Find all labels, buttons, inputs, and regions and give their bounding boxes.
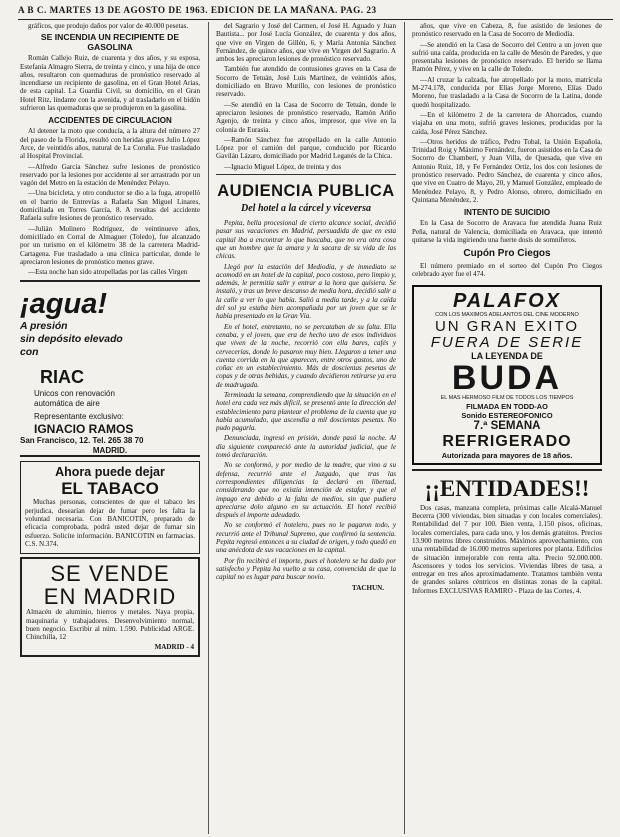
headline-cupon: Cupón Pro Ciegos (463, 248, 551, 260)
article-text: Por fin recibirá el importe, pues el hotelero se ha dado por satisfecho y Pepita ha vuelto a su casa, convencida de que la capital no es lugar para buscar novio. (216, 556, 396, 582)
article-text: Román Callejo Ruiz, de cuarenta y dos años, y su esposa, Estefanía Almagro Sierra, de treinta y cinco, y una hija de once años, resultaron con quemaduras de pronóstico reservado al incendiarse un recipiente de gasolina, en el Gran Hotel Arias, de esta capital. La Guardia Civil, su domicilio, en el Gran Hotel Ritz, lindante con la avenida, y al trasladarlo en el bidón sufrieron las quemaduras que se produjeron en la gasolina. (20, 54, 200, 113)
column-2 (216, 22, 396, 832)
article-text: —Ramón Sánchez fue atropellado en la calle Antonio López por el camión del parque, conducido por Ricardo Gavilán Lázaro, domiciliado por Madrid Leganés de la Chica. (216, 135, 396, 161)
headline-accidentes: ACCIDENTES DE CIRCULACION (48, 116, 172, 126)
ad-address: San Francisco, 12. Tel. 265 38 70 (20, 436, 144, 446)
article-text: gráficos, que produjo daños por valor de 40.000 pesetas. (28, 22, 189, 30)
ad-palafox (412, 285, 602, 465)
article-text: —En el kilómetro 2 de la carretera de Ahorcados, cuando viajaba en una moto, sufrió graves lesiones, producidas por la caída, José Pérez Sánchez. (412, 110, 602, 136)
ad-vende-city: MADRID - 4 (154, 643, 194, 652)
article-text: —Esta noche han sido atropelladas por las calles Virgen (28, 268, 188, 277)
article-text: También fue atendido de contusiones graves en la Casa de Socorro de Tetuán, José Luis Martínez, de veintidós años, domiciliado en Bravo Murillo, con lesiones de pronóstico reservado. (216, 65, 396, 99)
divider (216, 174, 396, 175)
ad-tabaco-line1: Ahora puede dejar (55, 465, 165, 480)
article-text: El número premiado en el sorteo del Cupón Pro Ciegos celebrado ayer fue el 474. (412, 262, 602, 279)
ad-agua-line: sin depósito elevado (20, 334, 123, 346)
ad-text: Representante exclusivo: (34, 412, 124, 422)
article-text: Pepita, bella procesional de cierto alcance social, decidió pasar sus vacaciones en Madrid, persuadida de que en esta capital iba a encontrar lo que buscaba, que no era otra cosa que un hombre que la amara y la sacara de su vida de las chicas. (216, 219, 396, 261)
subheadline-audiencia: Del hotel a la cárcel y viceversa (241, 203, 371, 215)
article-text: Denunciada, ingresó en prisión, donde pasó la noche. Al día siguiente compareció ante la autoridad judicial, que le tomó declaración. (216, 434, 396, 460)
headline-suicidio: INTENTO DE SUICIDIO (463, 208, 551, 218)
ad-film-sound: Sonido ESTEREOFONICO (461, 410, 553, 420)
article-text: Llegó por la estación del Mediodía, y de inmediato se acomodó en un hotel de la capital, poco costoso, pero limpio y, además, le permitía salir y entrar a la hora que quisiera. Se instaló, y tras un breve descanso de media hora, decidió salir a la calle a ver lo que había. Salió a media tarde, y a la caída del sol ya estaba bien acompañada por un joven que se le había presentado en la Gran Vía. (216, 262, 396, 321)
article-text: —Al cruzar la calzada, fue atropellado por la moto, matrícula M-274.178, conducida por Elías Jorge Moreno, Elías Dado Moreno, fue trasladado a la Casa de Socorro de la Latina, donde quedó hospitalizado. (412, 75, 602, 109)
article-text: En la Casa de Socorro de Aravaca fue atendida Juana Ruiz Peña, natural de Valencia, domiciliada en Aravaca, que intentó quitarse la vida ingiriendo una fuerte dosis de somníferos. (412, 219, 602, 244)
ad-refrigerado: REFRIGERADO (442, 432, 572, 450)
ad-tabaco-text: Muchas personas, conscientes de que el tabaco les perjudica, desearían dejar de fumar pero les falta la voluntad necesaria. Con BANICOTIN, preparado de eficacia comprobada, podrá usted dejar de fumar sin esfuerzo. Solicite información. BANICOTIN en farmacias. C.S. N.374. (25, 498, 195, 548)
ad-agua (20, 288, 200, 456)
ad-agua-title: ¡agua! (20, 288, 107, 321)
article-text: No se conformó el hotelero, pues no le pagaron todo, y recurrió ante el Tribunal Supremo, que confirmó la sentencia. Pepita regresó entonces a su ciudad de origen, y todo quedó en una anécdota de sus vacaciones en la capital. (216, 521, 396, 555)
ad-entidades-title: ¡¡ENTIDADES!! (424, 475, 590, 501)
ad-representative: IGNACIO RAMOS (34, 422, 134, 437)
ad-film-week: 7.ª SEMANA (473, 419, 541, 432)
article-text: —Ignacio Miguel López, de treinta y dos (224, 162, 342, 171)
ad-vende-text: Almacén de aluminio, hierros y metales. Naya propia, maquinaria y trabajadores. Desenvolvimiento normal, buen negocio. Escribir al núm. 1.590. Publicidad ARGE. Chinchilla, 12 (26, 608, 194, 642)
article-text: —Julián Molinero Rodríguez, de veintinueve años, domiciliado en Corral de Almaguer (Toledo), fue alcanzado por un turismo en el kilómetro 38 de la carretera Madrid-Cartagena. Fue trasladado a una clínica particular, donde le apreciaron lesiones de pronóstico menos grave. (20, 224, 200, 266)
article-text: —Se atendió en la Casa de Socorro de Tetuán, donde le apreciaron lesiones de pronóstico reservado, Ramón Ariño Agenjo, de treinta y cinco años, impresor, que vive en la colonia de Eurasia. (216, 100, 396, 134)
ad-text: Unicos con renovación (34, 389, 115, 399)
article-signature: TACHUN. (352, 583, 384, 592)
article-text: del Sagrario y José del Carmen, el José H. Aguado y Juan Bautista... por José Lucía González, de cuarenta y dos años, que vive en Virgen de Gillén, 6, y María Antonia Sánchez Fernández, de quince años, que vive en Virgen del Sagrario. A ambos les apreciaron lesiones de pronóstico reservado. (216, 22, 396, 64)
ad-exito-line2: FUERA DE SERIE (430, 333, 584, 351)
article-text: —Otros heridos de tráfico, Pedro Tobal, la Unión Española, Trinidad Roig y Máximo Fernández, fueron asistidos en la Casa de Socorro de Chamberí, y Juan Villa, de Quesada, que vive en Antonio Ruiz, 18, y Fe Fernández Ortiz, los dos con lesiones de pronóstico reservado. Pedro Sánchez, de cuarenta y cinco años, que vive en Cuatro de Mayo, 20, y Manuel González, empleado de Menéndez Pelayo, 8, y Pedro Alonso, obrero, domiciliado en Quintana Menéndez, 2. (412, 137, 602, 204)
article-text: años, que vive en Cabeza, 8, fue asistido de lesiones de pronóstico reservado en la Casa de Socorro de Mediodía. (412, 22, 602, 39)
divider (412, 469, 602, 471)
article-text: —Alfredo García Sánchez sufre lesiones de pronóstico reservado por la lesiones por accidente al ser arrastrado por un vagón del Metro en la estación de Menéndez Pelayo. (20, 162, 200, 188)
ad-vende-line1: SE VENDE (50, 561, 170, 587)
ad-rating: Autorizada para mayores de 18 años. (441, 450, 573, 460)
ad-film-tagline: EL MAS HERMOSO FILM DE TODOS LOS TIEMPOS (440, 394, 574, 401)
headline-incendio: SE INCENDIA UN RECIPIENTE DE GASOLINA (40, 32, 180, 52)
headline-audiencia: AUDIENCIA PUBLICA (217, 182, 395, 201)
ad-tabaco-line2: EL TABACO (61, 479, 159, 499)
ad-entidades-text: Dos casas, manzana completa, próximas calle Alcalá-Manuel Becerra (300 viviendas, bien situadas y con locales comerciales). Rentabilidad del 7 por 100. Bien venta, 1.150 pisos, oficinas, locales comerciales, para cada uno, y los demás gratuitos. Precios 13.900 metros libres construidos. Máximos aprovechamiento, con una rentabilidad de 16.000 metros superiores por planta. Edificios de situación inmejorable con renta alta. Precio 92.000.000. Ascensores y todos los servicios. Viviendas libres de tasa, a entregar en tres años aproximadamente. Tratamos también venta de grandes solares céntricos en distintas zonas de la capital. Informes EXCLUSIVAS RAMIRO - Plaza de las Cortes, 4. (412, 503, 602, 595)
ad-film-title: BUDA (451, 358, 563, 397)
article-text: Terminada la semana, comprendiendo que la situación en el hotel era cada vez más difícil, se presentó ante la dirección del establecimiento para plantear el problema de la cuenta que ya había acumulado, que ascendía a mil doscientas pesetas. No pudo pagarla. (216, 390, 396, 433)
column-divider (404, 22, 405, 834)
article-text: —Una bicicleta, y otro conductor se dio a la fuga, atropelló en el barrio de Entrevías a Rafaela San Miguel Linares, domiciliada en Torres García, 8. A resultas del accidente Rafaela sufre lesiones de pronóstico reservado. (20, 189, 200, 223)
column-3 (412, 22, 602, 832)
article-text: Al detener la moto que conducía, a la altura del número 27 del paseo de la Florida, resultó con heridas graves Julio López Arce, de veintidós años, natural de La Coruña. Fue trasladado al Hospital Provincial. (20, 127, 200, 161)
article-text: —Se atendió en la Casa de Socorro del Centro a un joven que sufrió una caída, producida en la calle de Mesón de Paredes, y que presentaba lesiones de pronóstico reservado. El herido se llama Ramón Pérez, y vive en la calle de Toledo. (412, 40, 602, 74)
ad-tabaco (20, 461, 200, 554)
ad-text: automática de aire (34, 399, 100, 409)
column-divider (208, 22, 209, 834)
ad-city: MADRID. (92, 446, 128, 456)
divider (20, 280, 200, 282)
ad-exito-line1: UN GRAN EXITO (434, 317, 580, 335)
ad-film-format: FILMADA EN TODD-AO (466, 401, 548, 411)
ad-agua-line: A presión (20, 321, 68, 333)
article-text: En el hotel, entretanto, no se percataban de su falta. Ella cenaba, y el joven, que era de hecho uno de esos individuos que viven de la noche, recorrió con ella bares, cafés y cervecerías, donde lo pasaron muy bien. Llegaron a tener una cuenta corrida en la que aparecen, entre otros gastos, uno de coñac en un establecimiento. Más de doscientas pesetas de copas y de otras bebidas, y cuando decidieron retirarse ya era de madrugada. (216, 322, 396, 389)
ad-vende-line2: EN MADRID (43, 584, 177, 610)
ad-cinema-tagline: CON LOS MAXIMOS ADELANTOS DEL CINE MODERNO (435, 311, 579, 318)
ad-film-lead: LA LEYENDA DE (471, 350, 543, 361)
column-1 (20, 22, 200, 832)
page-header: A B C. MARTES 13 DE AGOSTO DE 1963. EDICION DE LA MAÑANA. PAG. 23 (18, 5, 613, 20)
ad-agua-line: con (20, 347, 39, 359)
ad-riac-brand: RIAC (40, 367, 84, 388)
ad-cinema-name: PALAFOX (452, 289, 562, 312)
ad-se-vende (20, 557, 200, 656)
article-text: No se conformó, y por medio de la madre, que vino a su defensa, recurrió ante el Juzgado, que tras las correspondientes diligencias la declaró en libertad, considerando que no existía intención de estafar, y que el impago era debido a la falta de medios, sin que pudiera apreciarse dolo alguno en su actuación. El hotel recibió después el importe adeudado. (216, 461, 396, 520)
